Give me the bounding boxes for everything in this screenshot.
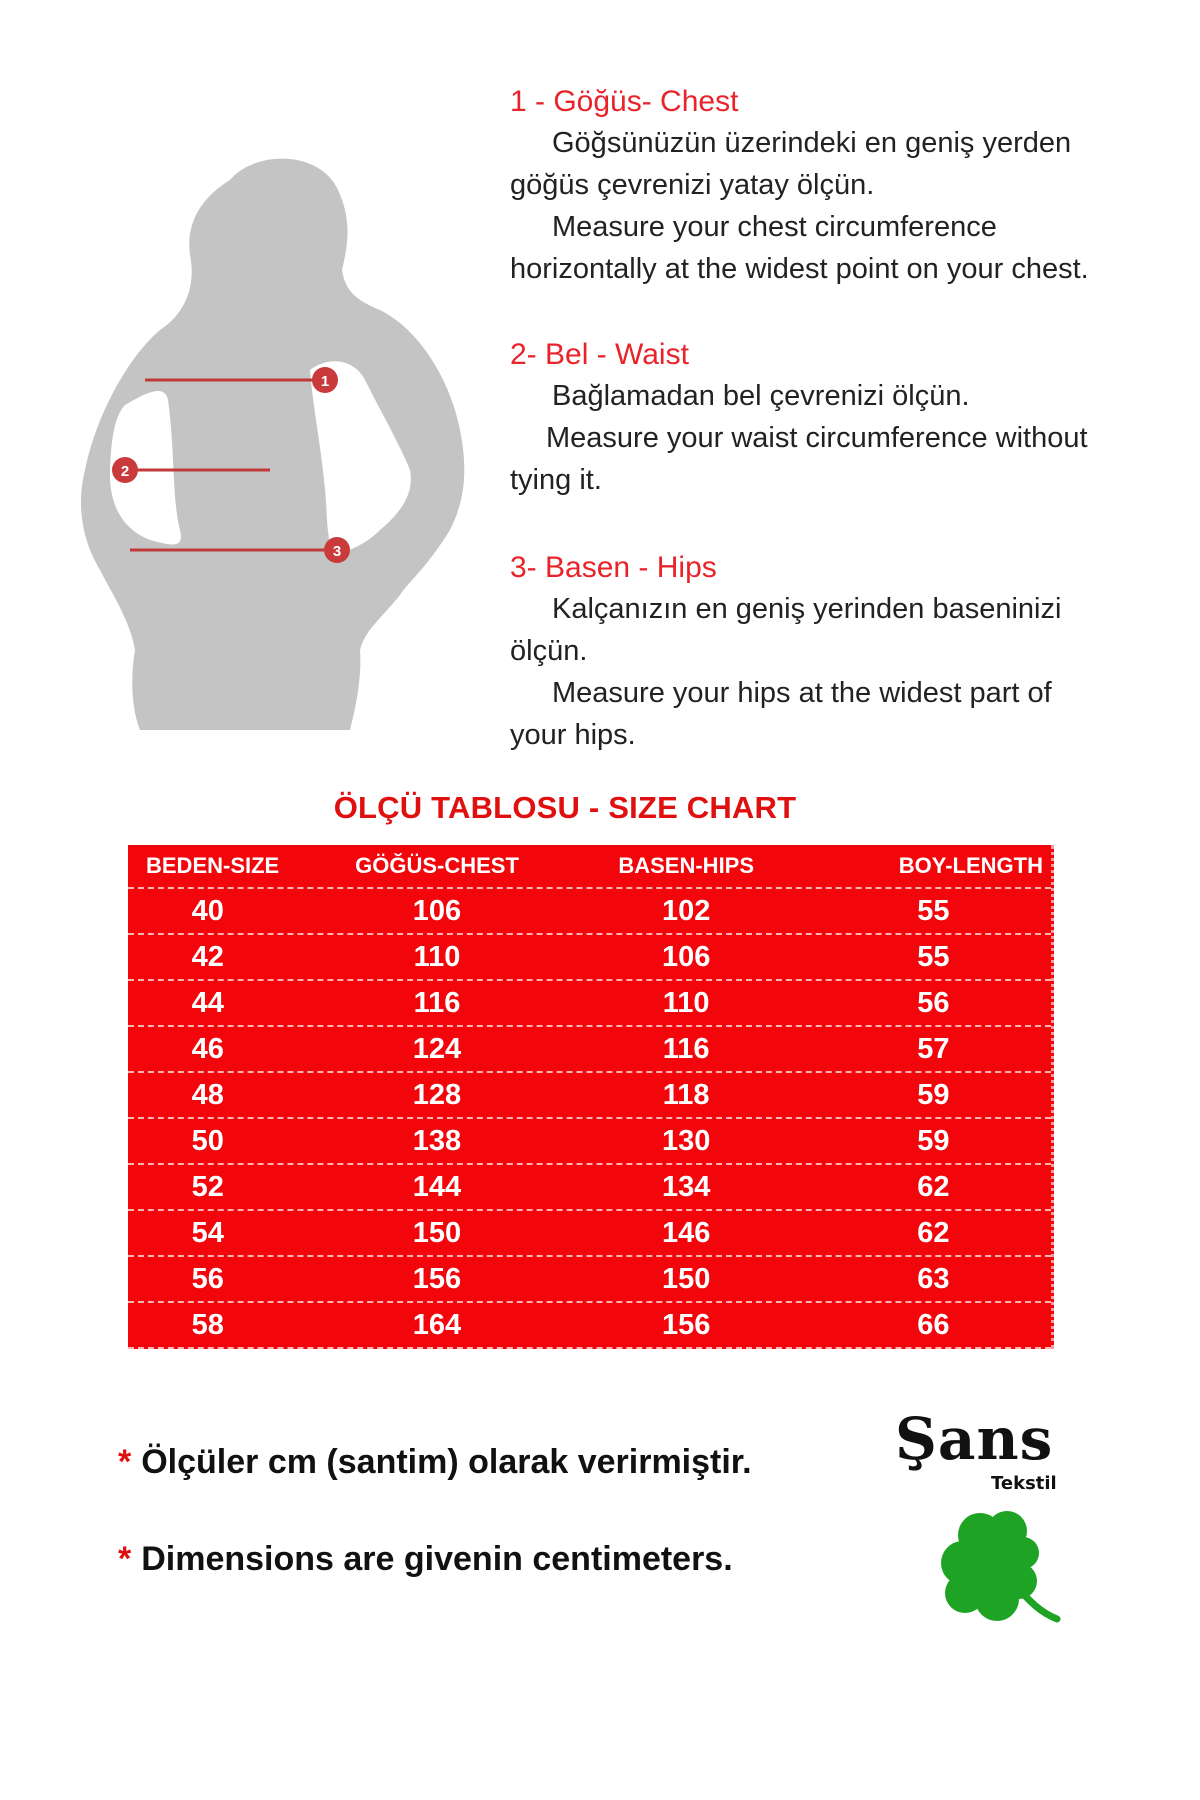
table-row <box>128 889 1051 935</box>
guide-waist <box>510 335 1190 501</box>
cell-length: 62 <box>917 1216 950 1249</box>
cell-length: 62 <box>917 1170 950 1203</box>
marker-2-label: 2 <box>120 463 130 480</box>
cell-chest: 116 <box>413 986 461 1019</box>
size-chart-title: ÖLÇÜ TABLOSU - SIZE CHART <box>333 790 797 825</box>
note-line1-text: Ölçüler cm (santim) olarak verirmiştir. <box>141 1443 752 1481</box>
marker-1 <box>312 367 338 393</box>
cell-chest: 128 <box>412 1078 462 1111</box>
guide-chest-en-line1: Measure your chest circumference <box>552 211 997 243</box>
guide-chest <box>510 82 1190 290</box>
table-row <box>128 1073 1051 1119</box>
cell-size: 48 <box>191 1078 224 1111</box>
clover-icon <box>935 1505 1065 1635</box>
guide-chest-en-line2: horizontally at the widest point on your chest. <box>510 253 1089 285</box>
guide-waist-tr-line1: Bağlamadan bel çevrenizi ölçün. <box>552 380 970 412</box>
marker-3 <box>324 537 350 563</box>
cell-hips: 156 <box>661 1308 711 1341</box>
cell-hips: 150 <box>661 1262 711 1295</box>
table-body <box>128 889 1051 1349</box>
marker-2 <box>112 457 138 483</box>
cell-hips: 118 <box>662 1078 710 1111</box>
cell-hips: 146 <box>661 1216 711 1249</box>
note-line2-text: Dimensions are givenin centimeters. <box>141 1540 733 1578</box>
guide-chest-tr-line1: Göğsünüzün üzerindeki en geniş yerden <box>552 127 1072 159</box>
table-row <box>128 1211 1051 1257</box>
cell-size: 56 <box>191 1262 224 1295</box>
guide-hips-en-line2: your hips. <box>510 719 636 751</box>
column-header-length: BOY-LENGTH <box>898 853 1043 878</box>
cell-size: 44 <box>191 986 224 1019</box>
table-row <box>128 1165 1051 1211</box>
cell-length: 55 <box>917 940 950 973</box>
cell-size: 54 <box>191 1216 224 1249</box>
cell-hips: 130 <box>661 1124 711 1157</box>
size-chart-table <box>128 845 1054 1349</box>
cell-chest: 110 <box>413 940 461 973</box>
cell-hips: 106 <box>661 940 711 973</box>
column-header-hips: BASEN-HIPS <box>618 853 755 878</box>
body-silhouette-figure <box>80 150 480 730</box>
note-centimeters-tr <box>118 1443 752 1482</box>
cell-length: 55 <box>917 894 950 927</box>
cell-size: 42 <box>191 940 224 973</box>
cell-size: 40 <box>191 894 224 927</box>
cell-chest: 138 <box>412 1124 462 1157</box>
column-header-size: BEDEN-SIZE <box>146 853 280 878</box>
marker-1-label: 1 <box>320 373 330 390</box>
cell-length: 66 <box>917 1308 950 1341</box>
cell-size: 46 <box>191 1032 224 1065</box>
table-row <box>128 1257 1051 1303</box>
guide-waist-en-line2: tying it. <box>510 464 602 496</box>
cell-length: 56 <box>917 986 950 1019</box>
note-asterisk: * <box>118 1540 132 1578</box>
guide-hips-title: 3- Basen - Hips <box>510 551 717 584</box>
marker-3-label: 3 <box>332 543 342 560</box>
logo-subtitle: Tekstil <box>991 1473 1057 1494</box>
table-header-row <box>128 845 1051 889</box>
guide-hips-tr-line2: ölçün. <box>510 635 588 667</box>
cell-size: 52 <box>191 1170 224 1203</box>
logo-name: Şans <box>895 1405 1054 1473</box>
cell-chest: 106 <box>412 894 462 927</box>
guide-waist-en-line1: Measure your waist circumference without <box>546 422 1088 454</box>
table-row <box>128 981 1051 1027</box>
guide-hips <box>510 548 1190 756</box>
table-row <box>128 1027 1051 1073</box>
cell-length: 59 <box>917 1124 950 1157</box>
cell-chest: 150 <box>412 1216 462 1249</box>
cell-chest: 124 <box>412 1032 462 1065</box>
guide-chest-tr-line2: göğüs çevrenizi yatay ölçün. <box>510 169 875 201</box>
guide-hips-tr-line1: Kalçanızın en geniş yerinden baseninizi <box>552 593 1062 625</box>
table-row <box>128 1303 1051 1349</box>
cell-length: 57 <box>917 1032 950 1065</box>
cell-size: 50 <box>191 1124 224 1157</box>
cell-chest: 164 <box>412 1308 462 1341</box>
cell-hips: 110 <box>662 986 710 1019</box>
column-header-chest: GÖĞÜS-CHEST <box>355 853 519 878</box>
cell-length: 59 <box>917 1078 950 1111</box>
cell-hips: 134 <box>661 1170 711 1203</box>
table-row <box>128 935 1051 981</box>
sans-tekstil-logo <box>895 1405 1085 1635</box>
note-asterisk: * <box>118 1443 132 1481</box>
note-centimeters-en <box>118 1540 733 1579</box>
guide-chest-title: 1 - Göğüs- Chest <box>510 85 739 118</box>
guide-hips-en-line1: Measure your hips at the widest part of <box>552 677 1052 709</box>
cell-length: 63 <box>917 1262 950 1295</box>
table-row <box>128 1119 1051 1165</box>
cell-hips: 116 <box>662 1032 710 1065</box>
cell-chest: 144 <box>412 1170 462 1203</box>
cell-hips: 102 <box>661 894 711 927</box>
cell-size: 58 <box>191 1308 224 1341</box>
cell-chest: 156 <box>412 1262 462 1295</box>
guide-waist-title: 2- Bel - Waist <box>510 338 689 371</box>
